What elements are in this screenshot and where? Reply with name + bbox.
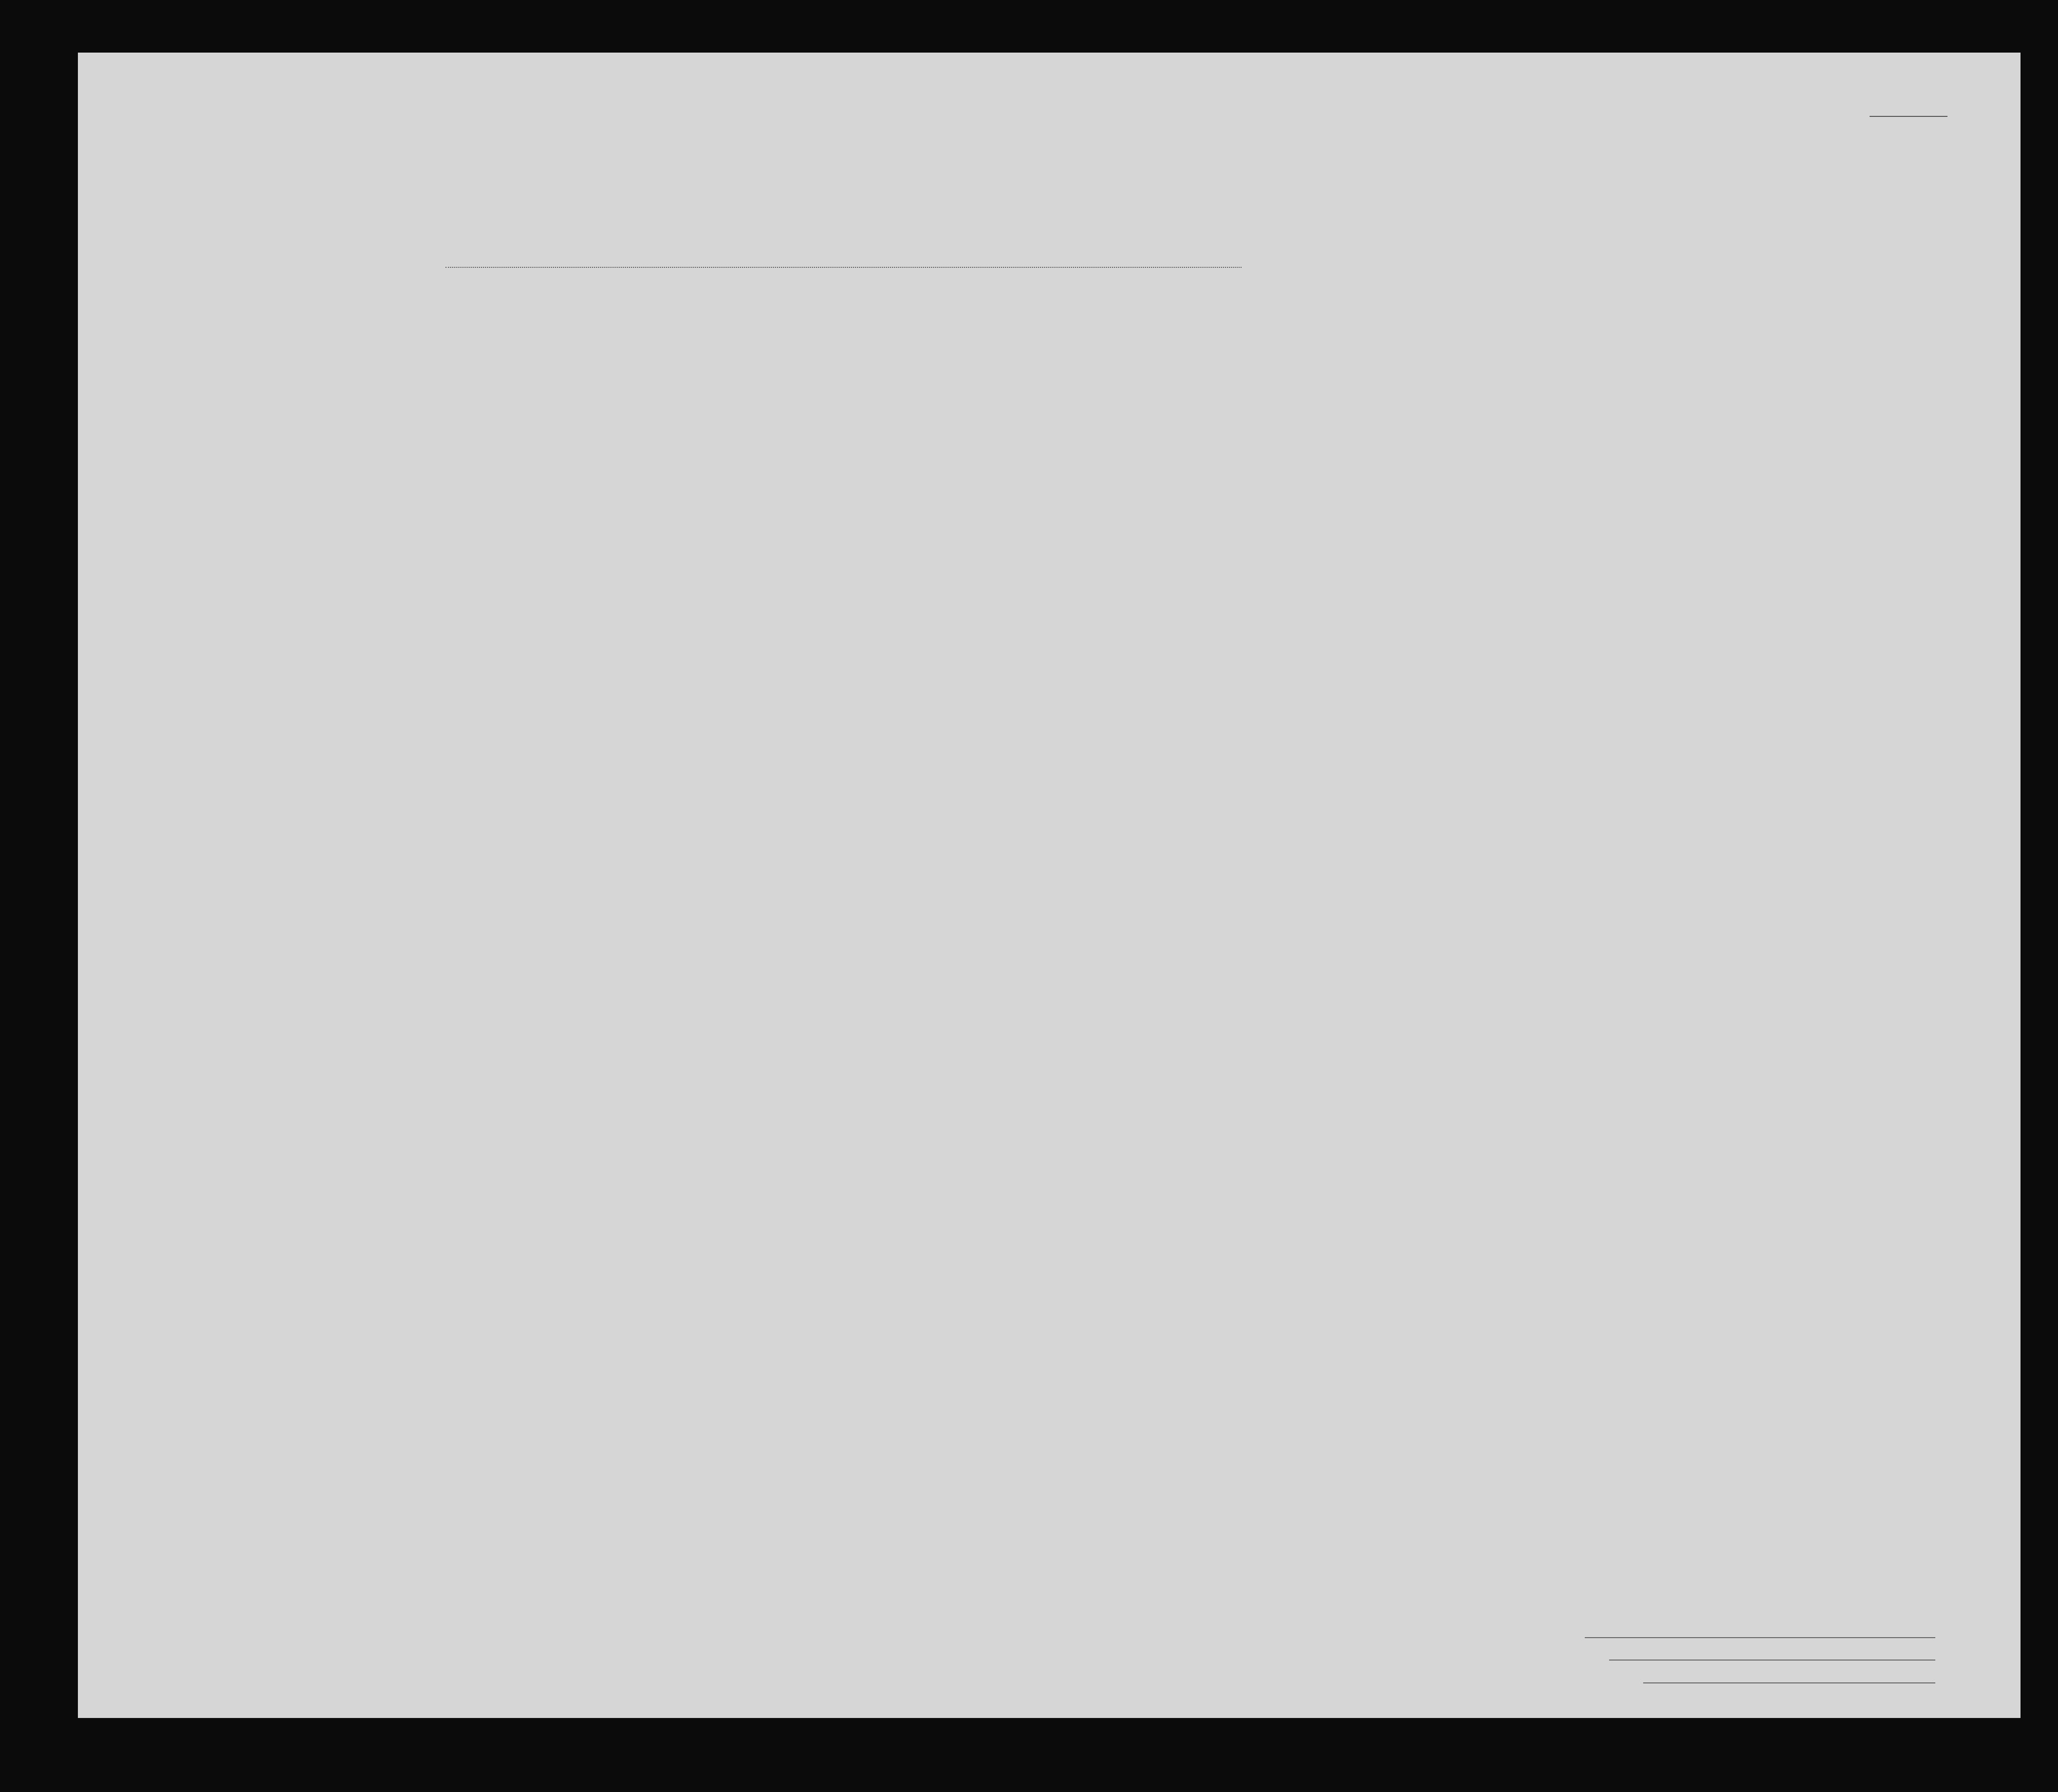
line-underline bbox=[1585, 1637, 1935, 1638]
agents-underline bbox=[1643, 1682, 1935, 1683]
owners-underline bbox=[1609, 1660, 1935, 1661]
list-number bbox=[1870, 116, 1947, 117]
manifest-sheet bbox=[78, 53, 2021, 1718]
arriving-underline bbox=[445, 267, 1242, 268]
